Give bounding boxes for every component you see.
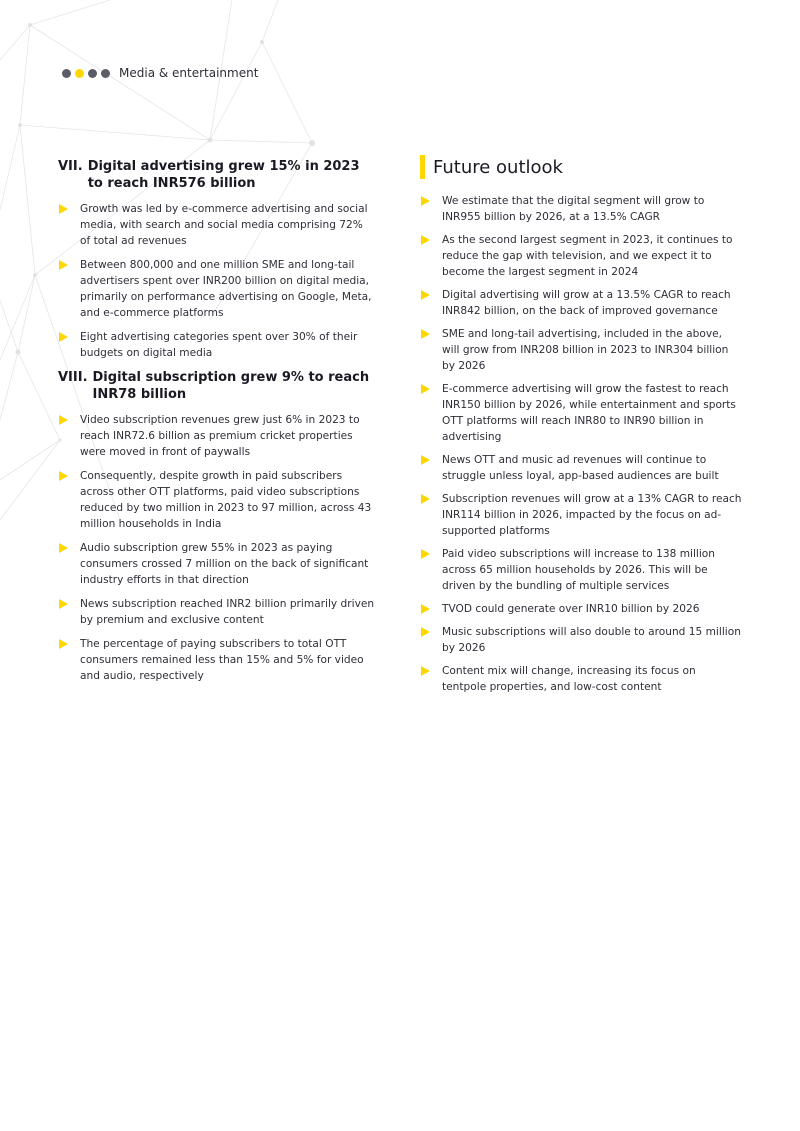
bullet-text: Eight advertising categories spent over 30% of their budgets on digital media: [80, 331, 358, 359]
bullet-list: [58, 412, 376, 684]
bullet-text: E-commerce advertising will grow the fastest to reach INR150 billion by 2026, while entertainment and sports OTT platforms will reach INR80 to INR90 billion in advertising: [442, 383, 736, 443]
list-item: [420, 663, 742, 695]
section-number: VII.: [58, 159, 83, 174]
list-item: [58, 412, 376, 460]
triangle-bullet-icon: [421, 604, 430, 614]
list-item: [420, 491, 742, 539]
gray-dot-icon: [62, 69, 71, 78]
list-item: [58, 636, 376, 684]
triangle-bullet-icon: [421, 329, 430, 339]
list-item: [420, 381, 742, 445]
left-column: [58, 158, 376, 692]
list-item: [420, 232, 742, 280]
section-number: VIII.: [58, 370, 88, 385]
bullet-text: Paid video subscriptions will increase to 138 million across 65 million households by 2026. This will be driven by the bundling of multiple services: [442, 548, 716, 592]
bullet-text: Audio subscription grew 55% in 2023 as paying consumers crossed 7 million on the back of significant industry efforts in that direction: [80, 542, 369, 586]
triangle-bullet-icon: [421, 196, 430, 206]
gray-dot-icon: [101, 69, 110, 78]
bullet-text: News OTT and music ad revenues will continue to struggle unless loyal, app-based audiences are built: [442, 454, 719, 482]
triangle-bullet-icon: [421, 549, 430, 559]
list-item: [58, 468, 376, 532]
triangle-bullet-icon: [421, 384, 430, 394]
triangle-bullet-icon: [421, 455, 430, 465]
list-item: [420, 287, 742, 319]
bullet-text: TVOD could generate over INR10 billion by 2026: [442, 603, 700, 615]
bullet-text: Subscription revenues will grow at a 13% CAGR to reach INR114 billion in 2026, impacted by the focus on ad-supported platforms: [442, 493, 742, 537]
list-item: [58, 257, 376, 321]
list-item: [58, 201, 376, 249]
bullet-text: We estimate that the digital segment will grow to INR955 billion by 2026, at a 13.5% CAGR: [442, 195, 705, 223]
section-heading-vii: [58, 158, 376, 192]
triangle-bullet-icon: [59, 332, 68, 342]
section-title: Digital advertising grew 15% in 2023 to reach INR576 billion: [87, 159, 360, 191]
triangle-bullet-icon: [59, 415, 68, 425]
bullet-text: The percentage of paying subscribers to total OTT consumers remained less than 15% and 5% for video and audio, respectively: [80, 638, 364, 682]
page-header: [62, 66, 258, 80]
bullet-text: Music subscriptions will also double to around 15 million by 2026: [442, 626, 741, 654]
bullet-text: Video subscription revenues grew just 6% in 2023 to reach INR72.6 billion as premium cricket properties were moved in front of paywalls: [80, 414, 360, 458]
yellow-dot-icon: [75, 69, 84, 78]
bullet-text: Digital advertising will grow at a 13.5% CAGR to reach INR842 billion, on the back of improved governance: [442, 289, 731, 317]
bullet-list: [420, 193, 742, 695]
list-item: [420, 326, 742, 374]
triangle-bullet-icon: [421, 290, 430, 300]
future-outlook-title: Future outlook: [433, 156, 563, 178]
triangle-bullet-icon: [421, 235, 430, 245]
section-label: Media & entertainment: [119, 66, 259, 80]
list-item: [420, 452, 742, 484]
accent-bar: [420, 155, 425, 179]
section-heading-viii: [58, 369, 376, 403]
bullet-text: Consequently, despite growth in paid subscribers across other OTT platforms, paid video subscriptions reduced by two million in 2023 to 97 million, across 43 million households in India: [80, 470, 372, 530]
list-item: [58, 329, 376, 361]
triangle-bullet-icon: [59, 471, 68, 481]
triangle-bullet-icon: [421, 627, 430, 637]
header-dots-icon: [62, 69, 110, 78]
bullet-text: News subscription reached INR2 billion primarily driven by premium and exclusive content: [80, 598, 375, 626]
bullet-list: [58, 201, 376, 361]
future-outlook-heading: [420, 155, 742, 179]
triangle-bullet-icon: [59, 639, 68, 649]
triangle-bullet-icon: [59, 599, 68, 609]
bullet-text: Growth was led by e-commerce advertising and social media, with search and social media comprising 72% of total ad revenues: [80, 203, 368, 247]
list-item: [420, 193, 742, 225]
list-item: [58, 540, 376, 588]
bullet-text: SME and long-tail advertising, included in the above, will grow from INR208 billion in 2023 to INR304 billion by 2026: [442, 328, 729, 372]
right-column: [420, 155, 742, 702]
list-item: [420, 601, 742, 617]
gray-dot-icon: [88, 69, 97, 78]
triangle-bullet-icon: [59, 204, 68, 214]
list-item: [420, 546, 742, 594]
triangle-bullet-icon: [59, 543, 68, 553]
bullet-text: Content mix will change, increasing its focus on tentpole properties, and low-cost content: [442, 665, 696, 693]
list-item: [420, 624, 742, 656]
triangle-bullet-icon: [59, 260, 68, 270]
triangle-bullet-icon: [421, 494, 430, 504]
section-title: Digital subscription grew 9% to reach INR78 billion: [92, 370, 370, 402]
triangle-bullet-icon: [421, 666, 430, 676]
bullet-text: Between 800,000 and one million SME and long-tail advertisers spent over INR200 billion on digital media, primarily on performance advertising on Google, Meta, and e-commerce platforms: [80, 259, 372, 319]
list-item: [58, 596, 376, 628]
bullet-text: As the second largest segment in 2023, it continues to reduce the gap with television, and we expect it to become the largest segment in 2024: [442, 234, 733, 278]
